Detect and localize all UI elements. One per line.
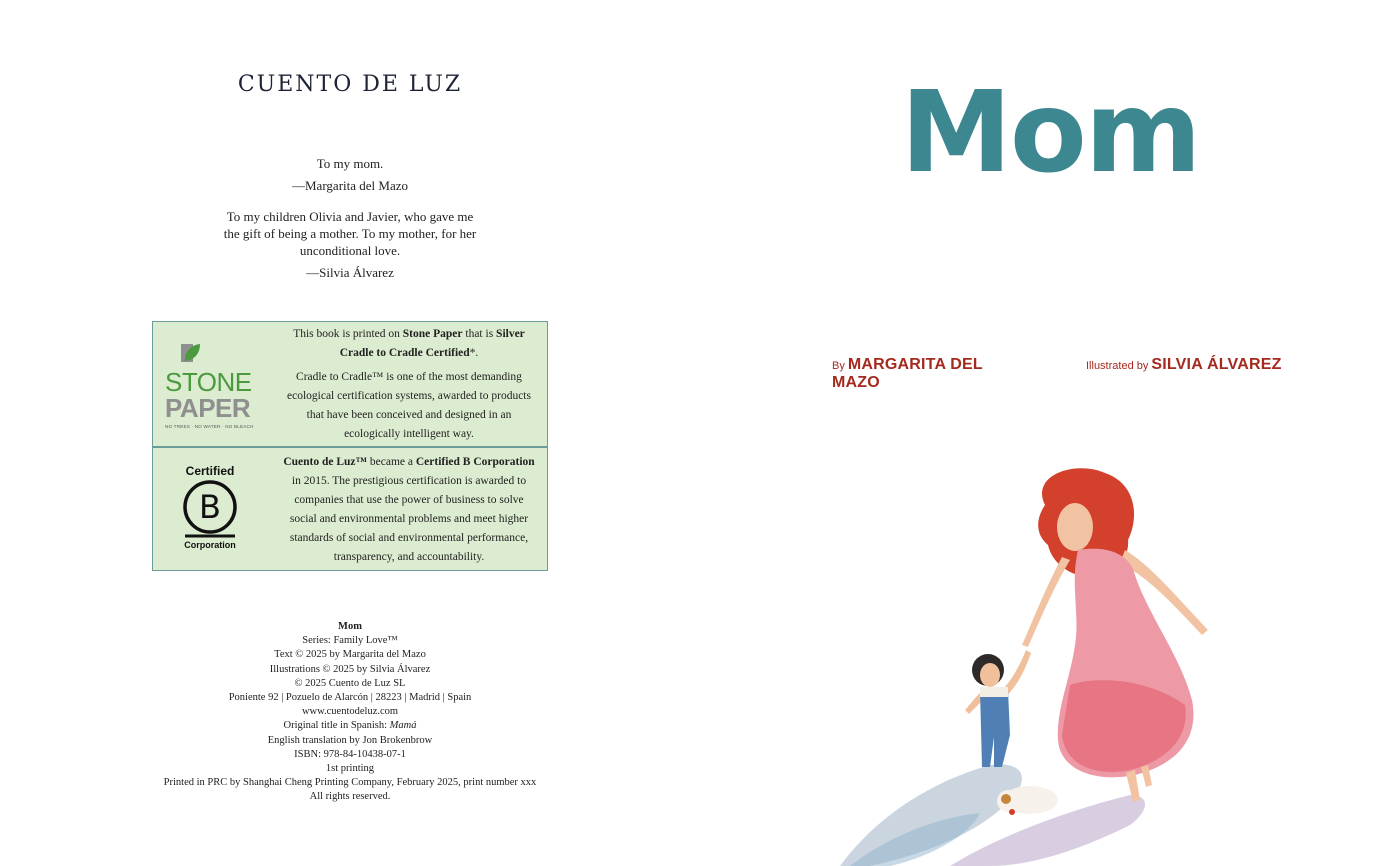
author-name: MARGARITA DEL MAZO [832,356,983,391]
arm-shape [1022,557,1070,647]
svg-text:B: B [199,488,221,526]
certification-box [152,321,548,571]
child-face [980,663,1000,687]
colophon-line: www.cuentodeluz.com [301,706,399,718]
stone-paper-text [277,325,541,444]
body-line: Cradle to Cradle™ is one of the most demanding [296,371,522,383]
dedication-line: the gift of being a mother. To my mother, for her [223,226,477,241]
colophon-line: Poniente 92 | Pozuelo de Alarcón | 28223 | Madrid | Spain [228,692,472,704]
child-overalls [980,690,1010,767]
body-line: social and environmental problems and meet higher [289,513,529,525]
by-label: By [832,360,845,372]
illustrator-dedication [200,208,500,281]
dedication-signature: —Margarita del Mazo [292,178,408,193]
colophon-line: 1st printing [325,763,375,775]
bcorp-line1: Cuento de Luz™ became a Certified B Corporation [283,456,535,468]
colophon-line: © 2025 Cuento de Luz SL [294,677,406,689]
bcorp-certified-text: Certified [185,464,235,478]
face-shape [1057,503,1093,551]
colophon-line: Illustrations © 2025 by Silvia Álvarez [269,663,431,675]
stone-paper-line2: Cradle to Cradle Certified*. [339,347,479,359]
stone-paper-body [277,368,541,444]
colophon-line: ISBN: 978-84-10438-07-1 [294,748,406,760]
dedication-signature: —Silvia Álvarez [306,265,394,280]
dedication-line: unconditional love. [299,243,401,258]
stone-paper-logo [165,342,261,429]
illustrator-name: SILVIA ÁLVAREZ [1151,356,1282,373]
body-line: ecologically intelligent way. [344,428,474,440]
colophon-line: English translation by Jon Brokenbrow [267,734,433,746]
colophon [140,620,560,805]
body-line: standards of social and environmental performance, [289,532,529,544]
colophon-title: Mom [338,621,362,632]
colophon-line: Text © 2025 by Margarita del Mazo [274,649,426,661]
body-line: transparency, and accountability. [333,551,485,563]
dog-collar [1009,809,1015,815]
child-shirt [980,687,1008,697]
colophon-line: Printed in PRC by Shanghai Cheng Printing Company, February 2025, print number xxx [163,777,537,789]
colophon-line: Series: Family Love™ [302,635,398,647]
body-line: in 2015. The prestigious certification is awarded to [291,475,527,487]
dedication-line: To my children Olivia and Javier, who gave me [226,209,474,224]
colophon-line: All rights reserved. [309,791,391,803]
body-line: that have been conceived and designed in an [306,409,512,421]
illustrated-by-label: Illustrated by [1086,360,1149,372]
publisher-logo: CUENTO DE LUZ [237,72,463,97]
box-divider [153,446,547,448]
author-dedication [200,155,500,194]
book-title: Mom [900,68,1200,198]
body-line: companies that use the power of business to solve [294,494,524,506]
stone-word: STONE [165,367,252,397]
b-corporation-logo [175,464,245,550]
cover-illustration [830,465,1250,866]
dog-spot [1001,794,1011,804]
colophon-original-title: Original title in Spanish: Mamá [283,720,417,732]
bcorp-text [277,453,541,567]
author-byline [832,356,1032,392]
dedication-line: To my mom. [316,156,384,171]
b-corp-icon [181,480,239,538]
bcorp-corporation-text: Corporation [184,540,236,550]
leaf-icon [165,342,261,364]
body-line: ecological certification systems, awarded to products [287,390,531,402]
stone-paper-tagline: NO TREES · NO WATER · NO BLEACH [165,424,254,429]
illustrator-byline [1086,356,1286,374]
paper-word: PAPER [165,393,251,423]
stone-paper-line1: This book is printed on Stone Paper that is Silver [293,328,525,340]
